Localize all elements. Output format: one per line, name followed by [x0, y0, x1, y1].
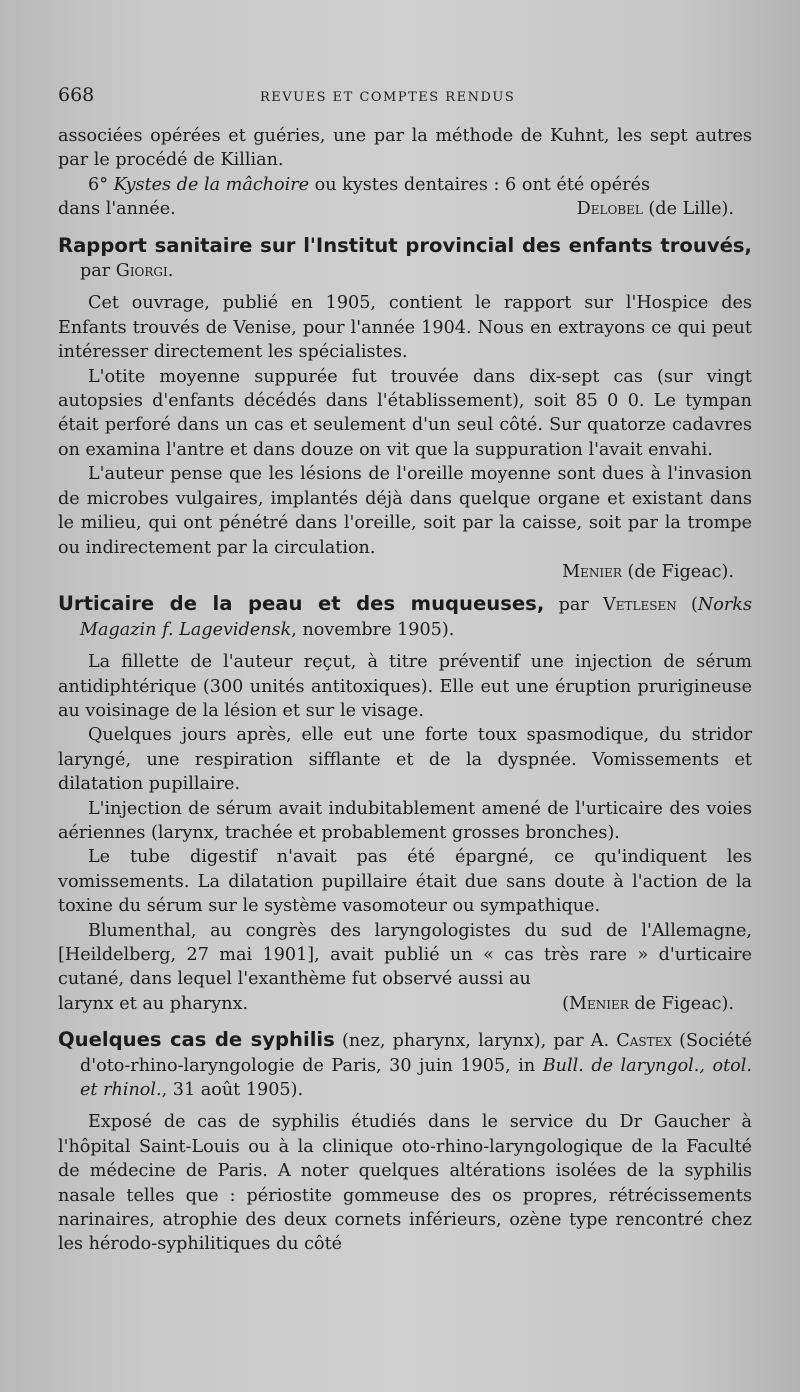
article3-source-journal: Bull. de laryngol., otol. et rhinol.	[80, 1055, 752, 1101]
page-number: 668	[58, 84, 95, 106]
running-head: REVUES ET COMPTES RENDUS	[260, 90, 516, 105]
article3-paragraph: Exposé de cas de syphilis étudiés dans le service du Dr Gaucher à l'hôpital Saint-Louis ou à la clinique oto-rhino-laryngologique de la Faculté de médecine de Paris. A noter quelques altérations isolées de la syphilis nasale telles que : périostite gommeuse des os propres, rétrécissements narinaires, atrophie des deux cornets inférieurs, ozène type rencontré chez les hérodo-syphilitiques du côté	[58, 1112, 752, 1255]
article1-paragraph: Cet ouvrage, publié en 1905, contient le rapport sur l'Hospice des Enfants trouvés de Venise, pour l'année 1904. Nous en extrayons ce qui peut intéresser directement les spécialistes.	[58, 293, 752, 363]
article1-paragraph: L'auteur pense que les lésions de l'oreille moyenne sont dues à l'invasion de microbes vulgaires, implantés déjà dans quelque organe et existant dans le milieu, qui ont pénétré dans l'oreille, soit par la caisse, soit par la trompe ou indirectement par la circulation.	[58, 464, 752, 558]
cysts-term: Kystes de la mâchoire	[113, 174, 310, 195]
article2-heading: Urticaire de la peau et des muqueuses, par Vetlesen (Norks Magazin f. Lagevidensk, novembre 1905).	[58, 592, 752, 640]
article3-heading: Quelques cas de syphilis (nez, pharynx, larynx), par A. Castex (Société d'oto-rhino-laryngologie de Paris, 30 juin 1905, in Bull. de laryngol., otol. et rhinol., 31 août 1905).	[58, 1028, 752, 1101]
signature-menier-2: (Menier de Figeac).	[562, 993, 734, 1014]
article3-author: Castex	[616, 1031, 672, 1052]
page-header	[58, 84, 752, 124]
article2-paragraph: La fillette de l'auteur reçut, à titre préventif une injection de sérum antidiphtérique (300 unités antitoxiques). Elle eut une éruption prurigineuse au voisinage de la lésion et sur le visage.	[58, 652, 752, 721]
continuation-paragraph: associées opérées et guéries, une par la méthode de Kuhnt, les sept autres par le procédé de Killian.	[58, 126, 752, 171]
article1-heading: Rapport sanitaire sur l'Institut provincial des enfants trouvés, par Giorgi.	[58, 233, 752, 282]
cysts-paragraph: 6° Kystes de la mâchoire ou kystes dentaires : 6 ont été opérés	[88, 174, 651, 195]
article2-paragraph: Quelques jours après, elle eut une forte toux spasmodique, du stridor laryngé, une respiration sifflante et de la dyspnée. Vomissements et dilatation pupillaire.	[58, 725, 752, 795]
article2-author: Vetlesen	[603, 595, 677, 616]
article1-paragraph: L'otite moyenne suppurée fut trouvée dans dix-sept cas (sur vingt autopsies d'enfants décédés dans l'établissement), soit 85 0 0. Le tympan était perforé dans un cas et seulement d'un seul côté. Sur quatorze cadavres on examina l'antre et dans douze on vit que la suppuration l'avait envahi.	[58, 366, 752, 460]
article2-source-journal: Norks Magazin f. Lagevidensk	[80, 595, 752, 640]
article2-paragraph: L'injection de sérum avait indubitablement amené de l'urticaire des voies aériennes (larynx, trachée et probablement grosses bronches).	[58, 798, 752, 843]
article2-paragraph: Le tube digestif n'avait pas été épargné, ce qu'indiquent les vomissements. La dilatation pupillaire était due sans doute à l'action de la toxine du sérum sur le système vasomoteur ou sympathique.	[58, 847, 752, 917]
signature-menier-1: Menier (de Figeac).	[562, 561, 734, 582]
article2-closing-line: larynx et au pharynx. (Menier de Figeac).	[58, 992, 752, 1016]
article1-title: Rapport sanitaire sur l'Institut provincial des enfants trouvés,	[58, 233, 752, 257]
cysts-closing-line: dans l'année. Delobel (de Lille).	[58, 197, 752, 221]
article2-title: Urticaire de la peau et des muqueuses,	[58, 592, 545, 616]
article1-author: Giorgi.	[115, 261, 174, 282]
article2-paragraph: Blumenthal, au congrès des laryngologistes du sud de l'Allemagne, [Heildelberg, 27 mai 1901], avait publié un « cas très rare » d'urticaire cutané, dans lequel l'exanthème fut observé aussi au	[58, 920, 752, 990]
article3-title: Quelques cas de syphilis	[58, 1028, 335, 1052]
signature-delobel: Delobel (de Lille).	[576, 199, 734, 220]
